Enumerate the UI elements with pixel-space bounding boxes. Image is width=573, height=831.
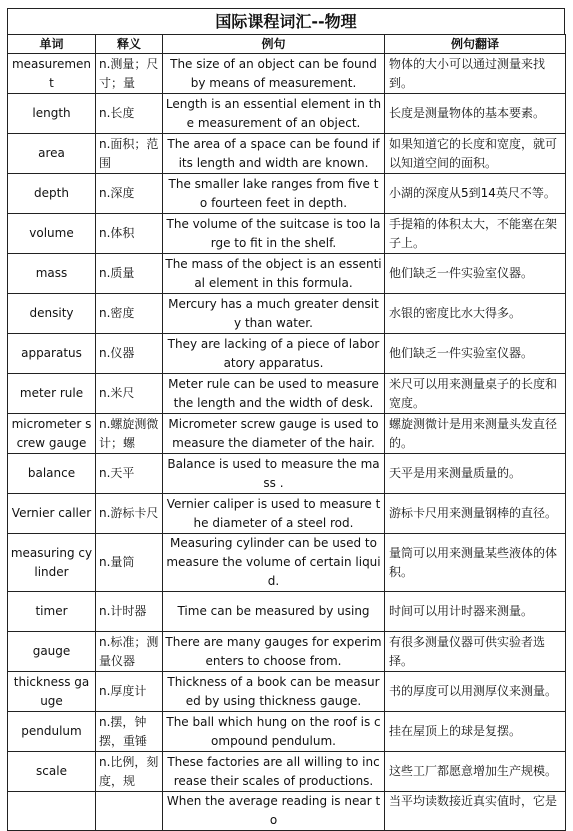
- word-cell: apparatus: [8, 334, 96, 374]
- example-cell: Thickness of a book can be measured by using thickness gauge.: [163, 672, 385, 712]
- example-cell: These factories are all willing to increase their scales of productions.: [163, 752, 385, 792]
- table-row: [8, 334, 566, 374]
- table-row: [8, 534, 566, 592]
- translation-cell: 量筒可以用来测量某些液体的体积。: [385, 534, 566, 592]
- word-cell: scale: [8, 752, 96, 792]
- meaning-cell: n.体积: [96, 214, 163, 254]
- translation-cell: 物体的大小可以通过测量来找到。: [385, 54, 566, 94]
- meaning-cell: n.仪器: [96, 334, 163, 374]
- table-row: [8, 672, 566, 712]
- translation-cell: 挂在屋顶上的球是复摆。: [385, 712, 566, 752]
- example-cell: The area of a space can be found if its length and width are known.: [163, 134, 385, 174]
- sheet-title: 国际课程词汇--物理: [7, 8, 565, 34]
- example-cell: Micrometer screw gauge is used to measure the diameter of the hair.: [163, 414, 385, 454]
- translation-cell: 小湖的深度从5到14英尺不等。: [385, 174, 566, 214]
- translation-cell: 他们缺乏一件实验室仪器。: [385, 334, 566, 374]
- word-cell: [8, 792, 96, 831]
- word-cell: volume: [8, 214, 96, 254]
- meaning-cell: n.面积；范围: [96, 134, 163, 174]
- example-cell: Meter rule can be used to measure the length and the width of desk.: [163, 374, 385, 414]
- meaning-cell: n.比例，刻度，规: [96, 752, 163, 792]
- meaning-cell: n.摆，钟摆，重锤: [96, 712, 163, 752]
- table-row: [8, 752, 566, 792]
- example-cell: The mass of the object is an essential element in this formula.: [163, 254, 385, 294]
- header-translation: 例句翻译: [385, 35, 566, 54]
- translation-cell: 当平均读数接近真实值时，它是: [385, 792, 566, 831]
- meaning-cell: n.密度: [96, 294, 163, 334]
- table-row: [8, 494, 566, 534]
- meaning-cell: n.计时器: [96, 592, 163, 632]
- word-cell: thickness gauge: [8, 672, 96, 712]
- word-cell: mass: [8, 254, 96, 294]
- translation-cell: 书的厚度可以用测厚仪来测量。: [385, 672, 566, 712]
- word-cell: measuring cylinder: [8, 534, 96, 592]
- example-cell: There are many gauges for experimenters to choose from.: [163, 632, 385, 672]
- meaning-cell: [96, 792, 163, 831]
- translation-cell: 米尺可以用来测量桌子的长度和宽度。: [385, 374, 566, 414]
- table-row: [8, 134, 566, 174]
- table-row: [8, 54, 566, 94]
- meaning-cell: n.厚度计: [96, 672, 163, 712]
- translation-cell: 螺旋测微计是用来测量头发直径的。: [385, 414, 566, 454]
- table-row: [8, 94, 566, 134]
- example-cell: Balance is used to measure the mass .: [163, 454, 385, 494]
- translation-cell: 手提箱的体积太大，不能塞在架子上。: [385, 214, 566, 254]
- meaning-cell: n.游标卡尺: [96, 494, 163, 534]
- word-cell: area: [8, 134, 96, 174]
- translation-cell: 如果知道它的长度和宽度，就可以知道空间的面积。: [385, 134, 566, 174]
- word-cell: timer: [8, 592, 96, 632]
- example-cell: The ball which hung on the roof is compound pendulum.: [163, 712, 385, 752]
- example-cell: The smaller lake ranges from five to fourteen feet in depth.: [163, 174, 385, 214]
- vocabulary-table: [7, 34, 566, 831]
- header-meaning: 释义: [96, 35, 163, 54]
- translation-cell: 天平是用来测量质量的。: [385, 454, 566, 494]
- table-row-partial: [8, 792, 566, 831]
- word-cell: gauge: [8, 632, 96, 672]
- translation-cell: 长度是测量物体的基本要素。: [385, 94, 566, 134]
- translation-cell: 游标卡尺用来测量钢棒的直径。: [385, 494, 566, 534]
- meaning-cell: n.天平: [96, 454, 163, 494]
- translation-cell: 这些工厂都愿意增加生产规模。: [385, 752, 566, 792]
- word-cell: meter rule: [8, 374, 96, 414]
- table-row: [8, 174, 566, 214]
- table-row: [8, 214, 566, 254]
- meaning-cell: n.质量: [96, 254, 163, 294]
- example-cell: The size of an object can be found by means of measurement.: [163, 54, 385, 94]
- word-cell: pendulum: [8, 712, 96, 752]
- table-row: [8, 414, 566, 454]
- meaning-cell: n.螺旋测微计；螺: [96, 414, 163, 454]
- word-cell: length: [8, 94, 96, 134]
- table-row: [8, 632, 566, 672]
- word-cell: density: [8, 294, 96, 334]
- example-cell: They are lacking of a piece of laboratory apparatus.: [163, 334, 385, 374]
- example-cell: The volume of the suitcase is too large to fit in the shelf.: [163, 214, 385, 254]
- word-cell: balance: [8, 454, 96, 494]
- meaning-cell: n.深度: [96, 174, 163, 214]
- vocabulary-sheet: [7, 8, 565, 831]
- example-cell: Time can be measured by using: [163, 592, 385, 632]
- meaning-cell: n.量筒: [96, 534, 163, 592]
- header-example: 例句: [163, 35, 385, 54]
- translation-cell: 时间可以用计时器来测量。: [385, 592, 566, 632]
- word-cell: micrometer screw gauge: [8, 414, 96, 454]
- translation-cell: 水银的密度比水大得多。: [385, 294, 566, 334]
- table-row: [8, 374, 566, 414]
- table-row: [8, 592, 566, 632]
- meaning-cell: n.米尺: [96, 374, 163, 414]
- example-cell: Length is an essential element in the measurement of an object.: [163, 94, 385, 134]
- example-cell: When the average reading is near to: [163, 792, 385, 831]
- example-cell: Mercury has a much greater density than water.: [163, 294, 385, 334]
- header-row: [8, 35, 566, 54]
- meaning-cell: n.测量；尺寸；量: [96, 54, 163, 94]
- table-row: [8, 294, 566, 334]
- translation-cell: 有很多测量仪器可供实验者选择。: [385, 632, 566, 672]
- example-cell: Vernier caliper is used to measure the diameter of a steel rod.: [163, 494, 385, 534]
- translation-cell: 他们缺乏一件实验室仪器。: [385, 254, 566, 294]
- table-row: [8, 454, 566, 494]
- header-word: 单词: [8, 35, 96, 54]
- word-cell: measurement: [8, 54, 96, 94]
- table-row: [8, 712, 566, 752]
- word-cell: depth: [8, 174, 96, 214]
- meaning-cell: n.标准；测量仪器: [96, 632, 163, 672]
- meaning-cell: n.长度: [96, 94, 163, 134]
- word-cell: Vernier caller: [8, 494, 96, 534]
- example-cell: Measuring cylinder can be used to measure the volume of certain liquid.: [163, 534, 385, 592]
- table-row: [8, 254, 566, 294]
